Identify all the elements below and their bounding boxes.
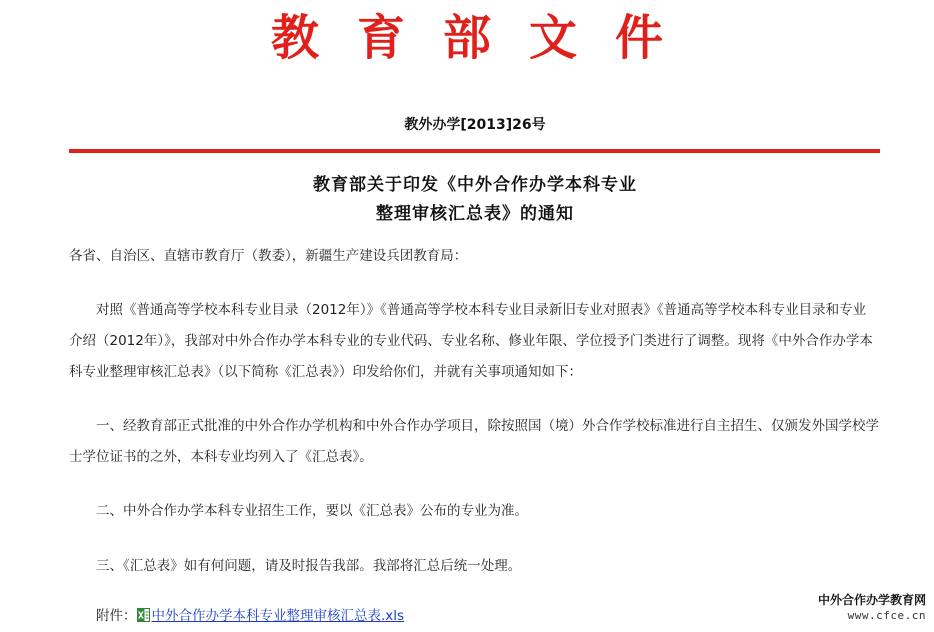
paragraph-intro: 对照《普通高等学校本科专业目录（2012年）》《普通高等学校本科专业目录新旧专业对照表》《普通高等学校本科专业目录和专业介绍（2012年）》，我部对中外合作办学本科专业的专业代码、专业名称、修业年限、学位授予门类进行了调整。现将《中外合作办学本科专业整理审核汇总表》（以下简称《汇总表》）印发给你们，并就有关事项通知如下： [69, 302, 873, 380]
salutation: 各省、自治区、直辖市教育厅（教委），新疆生产建设兵团教育局： [69, 248, 468, 264]
document-number: 教外办学[2013]26号 [404, 117, 546, 133]
paragraph-item-1: 一、经教育部正式批准的中外合作办学机构和中外合作办学项目，除按照国（境）外合作学校标准进行自主招生、仅颁发外国学校学士学位证书的之外，本科专业均列入了《汇总表》。 [69, 418, 879, 465]
site-watermark [818, 592, 926, 624]
document-header-title: 教育部文件 [270, 10, 701, 66]
watermark-url: www.cfce.cn [847, 609, 926, 622]
red-divider [69, 149, 880, 153]
attachment-line [96, 604, 404, 628]
notice-title-line1: 教育部关于印发《中外合作办学本科专业 [313, 175, 637, 195]
notice-title-line2: 整理审核汇总表》的通知 [376, 204, 574, 224]
watermark-site-name: 中外合作办学教育网 [817, 593, 926, 607]
paragraph-item-3: 三、《汇总表》如有何问题，请及时报告我部。我部将汇总后统一处理。 [96, 558, 522, 574]
attachment-label: 附件： [96, 608, 137, 624]
attachment-link[interactable]: 中外合作办学本科专业整理审核汇总表.xls [151, 608, 405, 624]
paragraph-item-2: 二、中外合作办学本科专业招生工作，要以《汇总表》公布的专业为准。 [96, 503, 528, 519]
excel-file-icon[interactable] [137, 606, 150, 620]
